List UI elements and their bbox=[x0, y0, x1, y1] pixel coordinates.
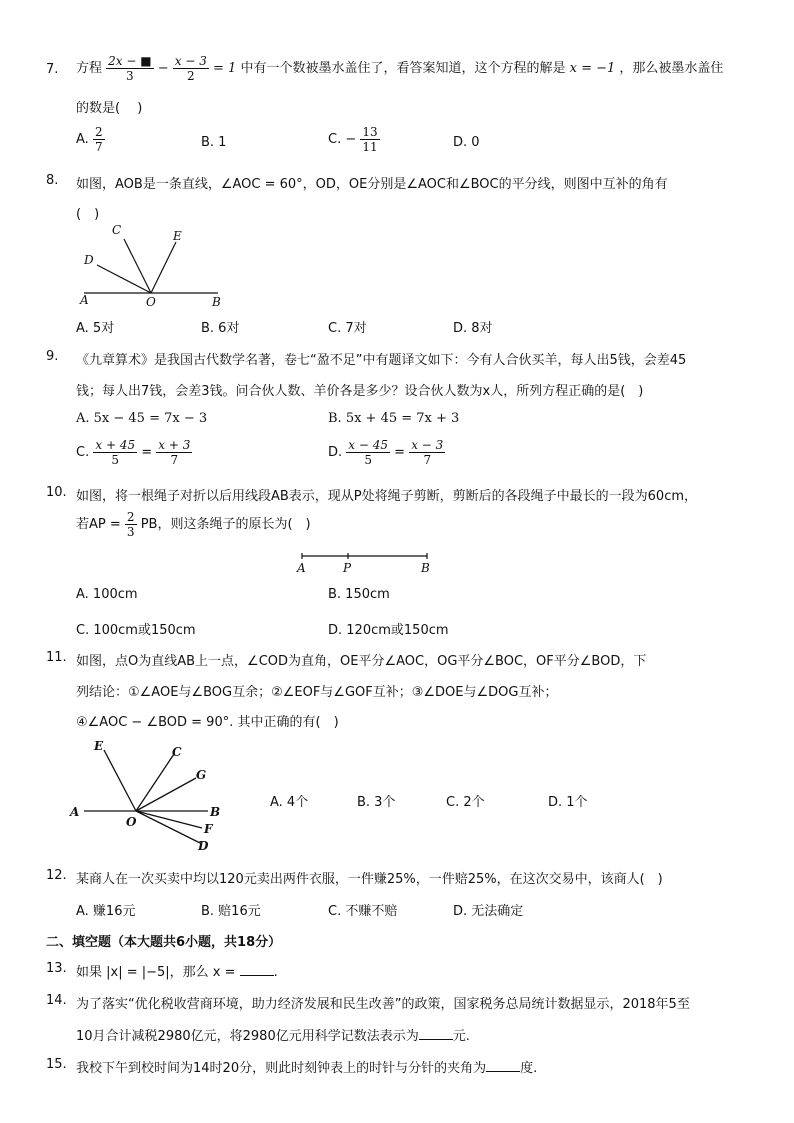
point-label-o: O bbox=[126, 815, 137, 829]
point-label-p: P bbox=[343, 561, 352, 575]
ray-oc bbox=[124, 239, 151, 293]
question-14-line2: 10月合计减税2980亿元，将2980亿元用科学记数法表示为 元. bbox=[76, 1029, 470, 1044]
option-a[interactable]: A. 5x − 45 = 7x − 3 bbox=[76, 411, 208, 426]
point-label-b: B bbox=[210, 805, 221, 819]
option-a[interactable]: A. 100cm bbox=[76, 587, 138, 602]
answer-blank[interactable] bbox=[486, 1059, 520, 1072]
fraction: $\frac{x - 3}{2}$ bbox=[174, 54, 207, 83]
point-label-g: G bbox=[196, 768, 207, 782]
option-c[interactable]: C. 7对 bbox=[328, 321, 367, 336]
point-label-o: O bbox=[146, 295, 156, 309]
question-7-line1: 方程 $\frac{2x - ■}{3}$ − $\frac{x - 3}{2}$ = 1 中有一个数被墨水盖住了，看答案知道，这个方程的解是 x = −1 ，那么被墨水盖住 bbox=[76, 54, 724, 83]
fraction: $\frac{x + 3}{7}$ bbox=[158, 438, 191, 467]
ray-og bbox=[136, 778, 196, 811]
point-label-e: E bbox=[94, 739, 104, 753]
option-d[interactable]: D. 无法确定 bbox=[453, 904, 524, 919]
option-a[interactable]: A. 赚16元 bbox=[76, 904, 136, 919]
point-label-d: D bbox=[198, 839, 209, 853]
fraction: $\frac{x - 45}{5}$ bbox=[348, 438, 389, 467]
answer-blank[interactable] bbox=[419, 1027, 453, 1040]
option-b[interactable]: B. 5x + 45 = 7x + 3 bbox=[328, 411, 460, 426]
question-7-line2: 的数是( ) bbox=[76, 101, 143, 116]
option-c[interactable]: C. 2个 bbox=[446, 795, 485, 810]
point-label-c: C bbox=[112, 223, 122, 237]
option-c[interactable]: C. − $\frac{13}{11}$ bbox=[328, 125, 378, 154]
option-b[interactable]: B. 3个 bbox=[357, 795, 396, 810]
point-label-a: A bbox=[80, 293, 89, 307]
question-number: 11. bbox=[46, 650, 67, 665]
option-a[interactable]: A. 5对 bbox=[76, 321, 115, 336]
point-label-b: B bbox=[212, 295, 221, 309]
question-15-line1: 我校下午到校时间为14时20分，则此时刻钟表上的时针与分针的夹角为 度. bbox=[76, 1061, 538, 1076]
option-d[interactable]: D. 0 bbox=[453, 135, 480, 150]
ray-oe bbox=[104, 750, 136, 811]
option-c[interactable]: C. 不赚不赔 bbox=[328, 904, 398, 919]
point-label-e: E bbox=[173, 229, 182, 243]
fraction: $\frac{2}{7}$ bbox=[94, 125, 103, 154]
point-label-a: A bbox=[70, 805, 80, 819]
point-label-a: A bbox=[297, 561, 306, 575]
question-11-line3: ④∠AOC − ∠BOD = 90°. 其中正确的有( ) bbox=[76, 715, 339, 730]
option-d[interactable]: D. 120cm或150cm bbox=[328, 623, 449, 638]
question-11-line1: 如图，点O为直线AB上一点，∠COD为直角，OE平分∠AOC，OG平分∠BOC，OF平分∠BOD，下 bbox=[76, 654, 647, 669]
question-11-line2: 列结论：①∠AOE与∠BOG互余；②∠EOF与∠GOF互补；③∠DOE与∠DOG互补； bbox=[76, 685, 558, 700]
option-a[interactable]: A. $\frac{2}{7}$ bbox=[76, 125, 103, 154]
option-d[interactable]: D. $\frac{x - 45}{5}$ = $\frac{x - 3}{7}$ bbox=[328, 438, 444, 467]
fraction: $\frac{2}{3}$ bbox=[126, 510, 135, 539]
option-b[interactable]: B. 150cm bbox=[328, 587, 390, 602]
point-label-f: F bbox=[204, 822, 213, 836]
option-a[interactable]: A. 4个 bbox=[270, 795, 309, 810]
question-12-line1: 某商人在一次买卖中均以120元卖出两件衣服，一件赚25%，一件赔25%，在这次交易中，该商人( ) bbox=[76, 872, 663, 887]
question-number: 13. bbox=[46, 961, 67, 976]
option-b[interactable]: B. 6对 bbox=[201, 321, 240, 336]
question-10-line1: 如图，将一根绳子对折以后用线段AB表示，现从P处将绳子剪断，剪断后的各段绳子中最长的一段为60cm， bbox=[76, 489, 698, 504]
fraction: $\frac{x + 45}{5}$ bbox=[95, 438, 136, 467]
option-c[interactable]: C. 100cm或150cm bbox=[76, 623, 196, 638]
option-d[interactable]: D. 1个 bbox=[548, 795, 588, 810]
angle-figure bbox=[76, 220, 236, 312]
point-label-c: C bbox=[172, 745, 182, 759]
question-9-line1: 《九章算术》是我国古代数学名著，卷七“盈不足”中有题译文如下：今有人合伙买羊，每人出5钱，会差45 bbox=[76, 353, 687, 368]
question-8-line2: ( ) bbox=[76, 207, 100, 222]
angle-figure bbox=[66, 736, 236, 856]
question-number: 7. bbox=[46, 62, 59, 77]
question-8-line1: 如图，AOB是一条直线，∠AOC = 60°，OD，OE分别是∠AOC和∠BOC的平分线，则图中互补的角有 bbox=[76, 177, 668, 192]
point-label-d: D bbox=[84, 253, 94, 267]
section-heading: 二、填空题（本大题共6小题，共18分） bbox=[46, 935, 282, 950]
question-number: 10. bbox=[46, 485, 67, 500]
question-14-line1: 为了落实“优化税收营商环境，助力经济发展和民生改善”的政策，国家税务总局统计数据显示，2018年5至 bbox=[76, 997, 690, 1012]
question-number: 12. bbox=[46, 868, 67, 883]
ray-oc bbox=[136, 754, 174, 811]
option-d[interactable]: D. 8对 bbox=[453, 321, 493, 336]
question-number: 15. bbox=[46, 1057, 67, 1072]
ray-od bbox=[97, 265, 151, 293]
ray-oe bbox=[151, 242, 176, 293]
ray-od bbox=[136, 811, 200, 843]
question-number: 8. bbox=[46, 173, 59, 188]
answer-blank[interactable] bbox=[240, 963, 274, 976]
fraction: $\frac{2x - ■}{3}$ bbox=[108, 54, 152, 83]
question-number: 14. bbox=[46, 993, 67, 1008]
question-13-line1: 如果 |x| = |−5|，那么 x = . bbox=[76, 965, 278, 980]
fraction: $\frac{x - 3}{7}$ bbox=[411, 438, 444, 467]
fraction: $\frac{13}{11}$ bbox=[362, 125, 378, 154]
question-10-line2: 若AP = $\frac{2}{3}$ PB，则这条绳子的原长为( ) bbox=[76, 510, 311, 539]
option-b[interactable]: B. 赔16元 bbox=[201, 904, 261, 919]
question-number: 9. bbox=[46, 349, 59, 364]
option-b[interactable]: B. 1 bbox=[201, 135, 227, 150]
ray-of bbox=[136, 811, 202, 828]
point-label-b: B bbox=[421, 561, 430, 575]
segment-figure bbox=[290, 548, 440, 576]
option-c[interactable]: C. $\frac{x + 45}{5}$ = $\frac{x + 3}{7}$ bbox=[76, 438, 191, 467]
question-9-line2: 钱；每人出7钱，会差3钱。问合伙人数、羊价各是多少？设合伙人数为x人，所列方程正确的是( ) bbox=[76, 384, 644, 399]
